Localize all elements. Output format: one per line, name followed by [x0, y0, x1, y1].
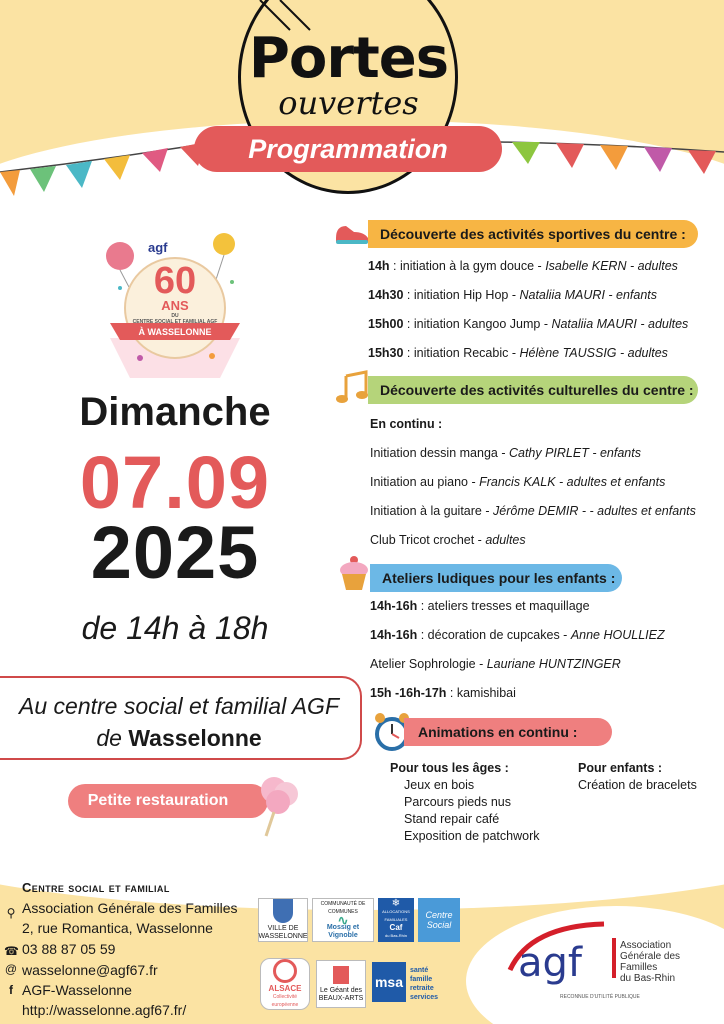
agf-logo-line: Association	[620, 940, 672, 951]
kids-item: 14h-16h : ateliers tresses et maquillage	[370, 599, 590, 613]
badge-unit: ANS	[161, 298, 189, 313]
sport-header: Découverte des activités sportives du centre :	[368, 220, 698, 248]
title-ouvertes: ouvertes	[278, 84, 419, 122]
logo-geant-beaux-arts: Le Géant des BEAUX-ARTS	[316, 960, 366, 1008]
bunting-flag	[104, 155, 130, 180]
badge-number: 60	[153, 260, 197, 302]
agf-logo-line: du Bas-Rhin	[620, 973, 676, 984]
location-box	[0, 676, 362, 760]
kids-item: Atelier Sophrologie - Lauriane HUNTZINGER	[370, 657, 621, 671]
bunting-flag	[556, 143, 584, 168]
sport-item: 15h30 : initiation Recabic - Hélène TAUSSIG - adultes	[368, 346, 668, 360]
anim-all-item: Exposition de patchwork	[404, 829, 540, 843]
cupcake-icon	[336, 554, 372, 594]
kids-item: 14h-16h : décoration de cupcakes - Anne HOULLIEZ	[370, 628, 665, 642]
agf-logo-line: Générale des	[620, 951, 681, 962]
logo-caf: ❄ ALLOCATIONS FAMILIALES Caf du Bas-Rhin	[378, 898, 414, 942]
cotton-candy-icon	[254, 772, 304, 838]
anim-all-item: Parcours pieds nus	[404, 795, 512, 809]
logo-alsace: ALSACE Collectivité européenne	[260, 958, 310, 1010]
food-banner: Petite restauration	[68, 784, 268, 818]
sport-item: 14h : initiation à la gym douce - Isabelle KERN - adultes	[368, 259, 678, 273]
kids-header: Ateliers ludiques pour les enfants :	[370, 564, 622, 592]
location-city: Wasselonne	[128, 725, 262, 751]
facebook-icon: f	[9, 983, 13, 997]
agf-logo-note: RECONNUE D'UTILITÉ PUBLIQUE	[560, 994, 640, 1000]
programmation-banner: Programmation	[194, 126, 502, 172]
anim-kids-item: Création de bracelets	[578, 778, 697, 792]
culture-intro: En continu :	[370, 417, 443, 431]
culture-item: Club Tricot crochet - adultes	[370, 533, 526, 547]
agf-divider	[612, 938, 616, 978]
location-line2: de Wasselonne	[96, 725, 262, 751]
anim-all-title: Pour tous les âges :	[390, 761, 509, 775]
culture-item: Initiation au piano - Francis KALK - adultes et enfants	[370, 475, 666, 489]
agf-logo-line: Familles	[620, 962, 658, 973]
contact-facebook[interactable]: AGF-Wasselonne	[22, 982, 132, 998]
logo-centre-social: Centre Social	[418, 898, 460, 942]
logo-ville-wasselonne: VILLE DE WASSELONNE	[258, 898, 308, 942]
location-pin-icon: ⚲	[6, 906, 16, 920]
badge-org: agf	[148, 240, 168, 255]
contact-address1: Association Générale des Familles	[22, 900, 238, 916]
logo-mossig-vignoble: COMMUNAUTÉ DE COMMUNES ∿ Mossig et Vignoble	[312, 898, 374, 942]
badge-du: DU	[171, 313, 179, 319]
kids-item: 15h -16h-17h : kamishibai	[370, 686, 516, 700]
anim-kids-title: Pour enfants :	[578, 761, 663, 775]
msa-text: santé famille retraite services	[410, 967, 439, 1001]
contact-title: Centre social et familial	[22, 880, 170, 895]
bunting-flag	[142, 148, 168, 172]
contact-phone: 03 88 87 05 59	[22, 941, 116, 957]
phone-icon: ☎	[4, 944, 19, 958]
contact-website[interactable]: http://wasselonne.agf67.fr/	[22, 1002, 187, 1018]
contact-address2: 2, rue Romantica, Wasselonne	[22, 920, 213, 936]
agf-logo-text: agf	[518, 940, 582, 986]
badge-center: CENTRE SOCIAL ET FAMILIAL AGF	[132, 319, 218, 325]
email-icon: @	[4, 962, 18, 976]
badge-place: À WASSELONNE	[138, 327, 212, 337]
culture-item: Initiation dessin manga - Cathy PIRLET - enfants	[370, 446, 641, 460]
location-line1: Au centre social et familial AGF	[19, 693, 339, 719]
bunting-flag	[644, 147, 672, 172]
bunting-flag	[512, 142, 540, 164]
bunting-flag	[0, 170, 20, 196]
sport-item: 14h30 : initiation Hip Hop - Nataliia MAURI - enfants	[368, 288, 658, 302]
bunting-flag	[600, 145, 628, 170]
culture-header: Découverte des activités culturelles du centre :	[368, 376, 698, 404]
contact-email[interactable]: wasselonne@agf67.fr	[22, 962, 158, 978]
anim-header: Animations en continu :	[404, 718, 612, 746]
title-portes: Portes	[248, 26, 449, 91]
bunting-flag	[688, 150, 716, 174]
event-year: 2025	[90, 511, 260, 594]
anim-all-item: Stand repair café	[404, 812, 500, 826]
music-note-icon	[334, 370, 370, 406]
sport-item: 15h00 : initiation Kangoo Jump - Nataliia MAURI - adultes	[368, 317, 689, 331]
event-date: 07.09	[79, 441, 271, 524]
logo-msa: msa	[372, 962, 406, 1002]
sneaker-icon	[332, 218, 372, 248]
bunting-flag	[66, 161, 92, 188]
culture-item: Initiation à la guitare - Jérôme DEMIR - - adultes et enfants	[370, 504, 696, 518]
bunting-flag	[30, 166, 56, 192]
event-hours: de 14h à 18h	[81, 610, 269, 646]
anim-all-item: Jeux en bois	[404, 778, 475, 792]
event-day: Dimanche	[79, 390, 271, 434]
